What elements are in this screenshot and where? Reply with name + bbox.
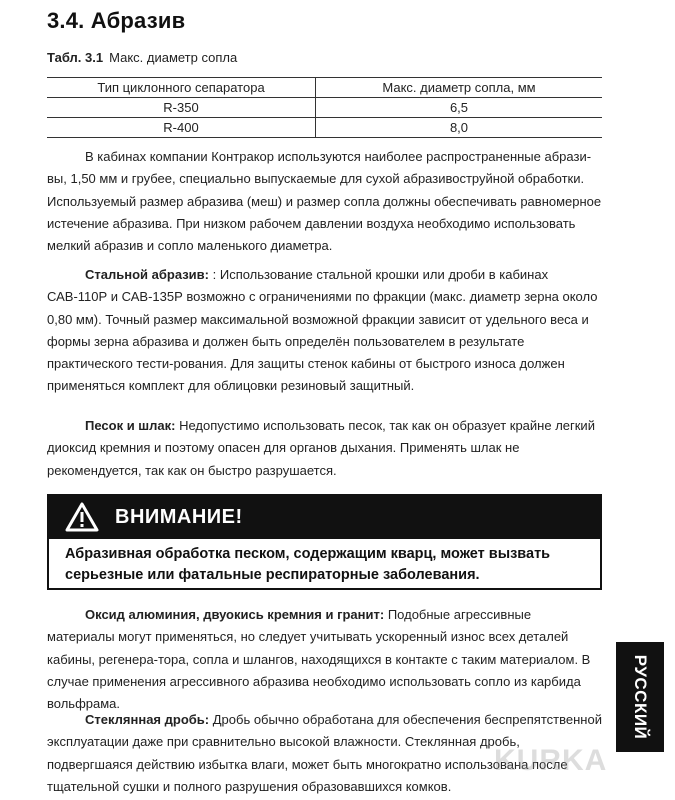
oxide-text: Подобные агрессивные материалы могут применяться, но следует учитывать ускоренный износ всех деталей кабины, регенера-тора, сопла и шлангов, находящихся в контакте с таким материалом. В случае применения агрессивного абразива необходимо использовать сопло из карбида вольфрама. [47, 607, 591, 712]
section-heading: 3.4. Абразив [47, 8, 186, 33]
nozzle-table [47, 77, 602, 138]
intro-paragraph: В кабинах компании Контракор используются наиболее распространенные абрази-вы, 1,50 мм и грубее, специально выпускаемые для сухой абразивоструйной обработки. Используемый размер абразива (меш) и размер сопла должны обеспечивать равномерное истечение абразива. При низком рабочем давлении воздуха необходимо использовать мелкий абразив и сопло маленького диаметра. [47, 149, 602, 254]
steel-abrasive-paragraph [47, 264, 602, 398]
table-header-row [47, 78, 602, 98]
warning-header [49, 496, 600, 539]
language-tab-label: РУССКИЙ [631, 654, 650, 740]
glass-title: Стеклянная дробь: [85, 712, 210, 727]
table-cell: R-400 [47, 118, 316, 138]
watermark: KURKA [494, 744, 608, 777]
table-cell: 8,0 [316, 118, 603, 138]
warning-title: ВНИМАНИЕ! [115, 506, 243, 528]
sand-paragraph [47, 415, 602, 482]
table-cell: R-350 [47, 98, 316, 118]
warning-triangle-icon [65, 502, 99, 532]
steel-abrasive-title: Стальной абразив: [85, 267, 209, 282]
glass-text: Дробь обычно обработана для обеспечения беспрепятственной эксплуатации даже при сравнительно высокой влажности. Стеклянная дробь, подвергшаяся действию избытка влаги, может быть многократно использована после тщательной сушки и полного разрушения образовавшихся комков. [47, 712, 602, 794]
table-row [47, 98, 602, 118]
language-tab [616, 642, 664, 752]
table-row [47, 118, 602, 138]
table-cell: 6,5 [316, 98, 603, 118]
oxide-title: Оксид алюминия, двуокись кремния и гранит: [85, 607, 385, 622]
table-caption-text: Макс. диаметр сопла [109, 50, 238, 65]
sand-title: Песок и шлак: [85, 418, 176, 433]
warning-text: Абразивная обработка песком, содержащим кварц, может вызвать серьезные или фатальные респираторные заболевания. [65, 546, 551, 583]
table-header-cell: Тип циклонного сепаратора [47, 78, 316, 98]
steel-abrasive-text: : Использование стальной крошки или дроби в кабинах САВ-110Р и САВ-135Р возможно с ограничениями по фракции (макс. диаметр зерна около 0,80 мм). Точный размер максимальной возможной фракции зависит от удельного веса и формы зерна абразива и должен быть определён пользователем в результате практического тести-рования. Для защиты стенок кабины от быстрого износа должен применяться комплект для облицовки резиновый защитный. [47, 267, 598, 394]
table-caption [47, 50, 237, 65]
table-header-cell: Макс. диаметр сопла, мм [316, 78, 603, 98]
warning-box [47, 494, 602, 590]
table-caption-label: Табл. 3.1 [47, 50, 104, 65]
sand-text: Недопустимо использовать песок, так как он образует крайне легкий диоксид кремния и поэтому опасен для органов дыхания. Применять шлак не рекомендуется, так как он быстро разрушается. [47, 418, 595, 478]
oxide-paragraph [47, 604, 602, 715]
